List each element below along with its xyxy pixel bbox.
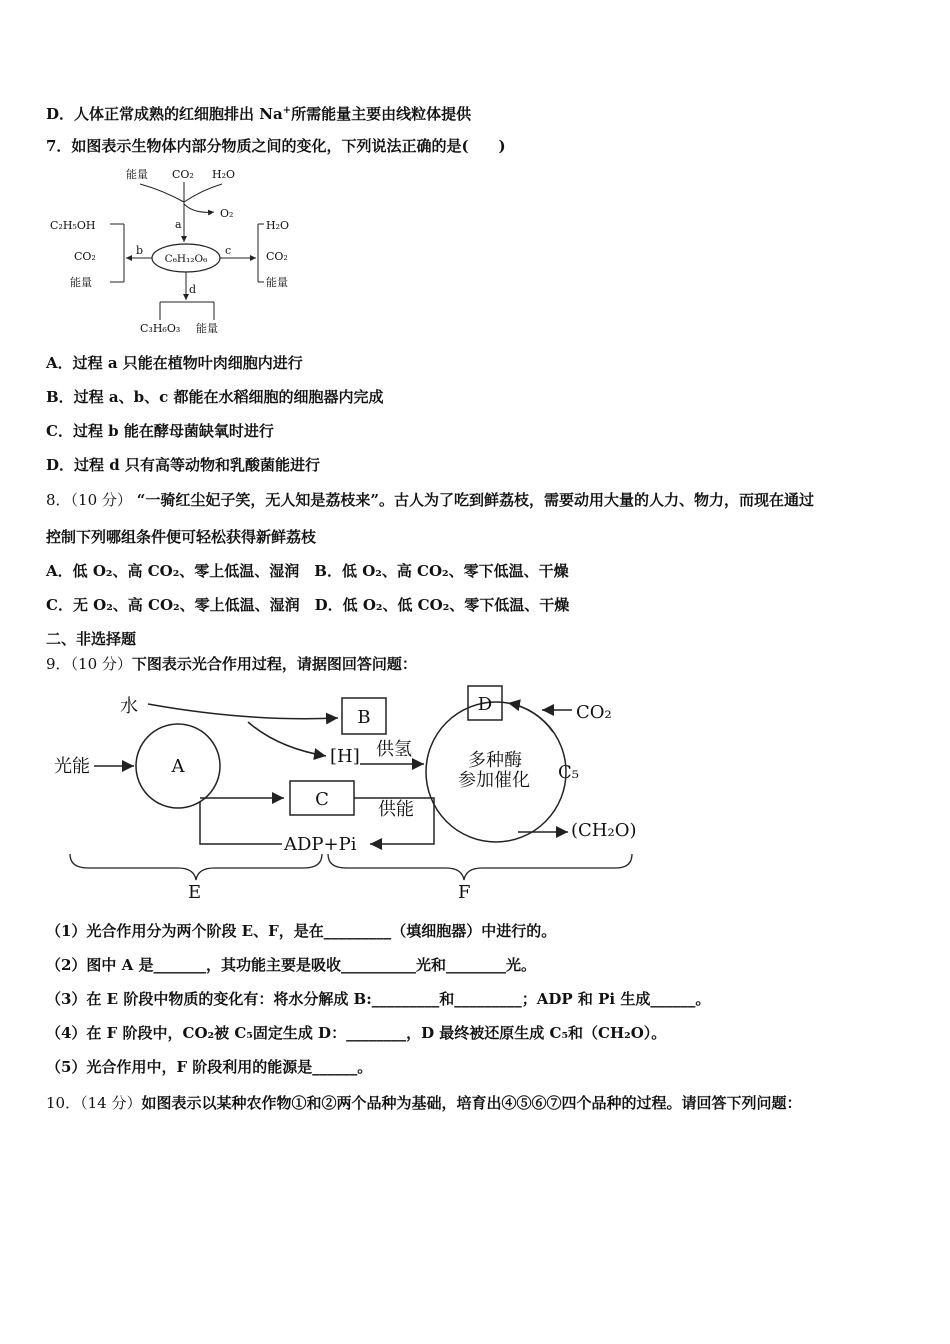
- q7-left-3: 能量: [70, 276, 92, 289]
- q7-right-1: H₂O: [266, 219, 290, 232]
- q7-left-1: C₂H₅OH: [50, 219, 96, 232]
- supply-energy-label: 供能: [378, 799, 414, 820]
- q8-stem-line2: 控制下列哪组条件便可轻松获得新鲜荔枝: [46, 528, 317, 546]
- supply-h-label: 供氢: [376, 739, 412, 760]
- h-label: [H]: [330, 746, 360, 767]
- q9-question-3: （3）在 E 阶段中物质的变化有：将水分解成 B:_________和_________；ADP 和 Pi 生成______。: [46, 990, 711, 1008]
- q9-question-2: （2）图中 A 是_______，其功能主要是吸收__________光和________光。: [46, 956, 537, 974]
- q10-stem: 10．（14 分）如图表示以某种农作物①和②两个品种为基础，培育出④⑤⑥⑦四个品种的过程。请回答下列问题：: [46, 1094, 802, 1112]
- q7-right-3: 能量: [266, 276, 288, 289]
- photosynthesis-diagram: [48, 682, 648, 904]
- q7-label-b: b: [136, 244, 144, 257]
- enzyme-label-2: 参加催化: [458, 770, 530, 791]
- c5-label: C₅: [558, 762, 579, 783]
- q9-stem: 9．（10 分）下图表示光合作用过程，请据图回答问题：: [46, 655, 417, 673]
- node-c-label: C: [315, 789, 329, 810]
- q8-stem-line1: 8．（10 分） “一骑红尘妃子笑，无人知是荔枝来”。古人为了吃到鲜荔枝，需要动用大量的人力、物力，而现在通过: [46, 491, 814, 509]
- q7-right-2: CO₂: [266, 250, 288, 263]
- q7-center: C₆H₁₂O₆: [164, 253, 208, 265]
- adp-label: ADP+Pi: [284, 834, 357, 855]
- q7-stem: 7．如图表示生物体内部分物质之间的变化，下列说法正确的是( ): [46, 137, 506, 155]
- q7-respiration-diagram: [44, 162, 314, 342]
- node-d-label: D: [477, 694, 493, 715]
- q7-top-h2o: H₂O: [212, 168, 236, 181]
- co2-label: CO₂: [576, 702, 612, 723]
- q8-options-row1: A．低 O₂、高 CO₂、零上低温、湿润 B．低 O₂、高 CO₂、零下低温、干燥: [46, 562, 569, 580]
- q7-bottom-2: 能量: [196, 322, 218, 335]
- q9-question-4: （4）在 F 阶段中，CO₂被 C₅固定生成 D：________，D 最终被还原生成 C₅和（CH₂O）。: [46, 1024, 667, 1042]
- q7-option-b: B．过程 a、b、c 都能在水稻细胞的细胞器内完成: [46, 388, 384, 406]
- water-label: 水: [120, 696, 138, 717]
- q7-bottom-1: C₃H₆O₃: [140, 322, 181, 335]
- q9-question-1: （1）光合作用分为两个阶段 E、F，是在_________（填细胞器）中进行的。: [46, 922, 557, 940]
- q8-options-row2: C．无 O₂、高 CO₂、零上低温、湿润 D．低 O₂、低 CO₂、零下低温、干燥: [46, 596, 570, 614]
- enzyme-label-1: 多种酶: [468, 750, 522, 771]
- q9-question-5: （5）光合作用中，F 阶段利用的能源是______。: [46, 1058, 373, 1076]
- q7-label-c: c: [225, 244, 232, 257]
- stage-e-label: E: [188, 882, 202, 903]
- q6-option-d: D．人体正常成熟的红细胞排出 Na+所需能量主要由线粒体提供: [46, 105, 472, 123]
- q7-option-a: A．过程 a 只能在植物叶肉细胞内进行: [46, 354, 303, 372]
- q7-top-co2: CO₂: [172, 168, 194, 181]
- node-b-label: B: [357, 707, 371, 728]
- light-label: 光能: [54, 756, 90, 777]
- q7-o2: O₂: [220, 207, 234, 220]
- ch2o-label: (CH₂O): [571, 820, 637, 841]
- q7-option-d: D．过程 d 只有高等动物和乳酸菌能进行: [46, 456, 320, 474]
- q7-left-2: CO₂: [74, 250, 96, 263]
- q7-top-energy: 能量: [126, 168, 148, 181]
- q7-option-c: C．过程 b 能在酵母菌缺氧时进行: [46, 422, 274, 440]
- q7-label-a: a: [175, 218, 182, 231]
- node-a-label: A: [171, 756, 185, 777]
- section-title: 二、非选择题: [46, 630, 137, 648]
- stage-f-label: F: [458, 882, 471, 903]
- q7-label-d: d: [189, 283, 197, 296]
